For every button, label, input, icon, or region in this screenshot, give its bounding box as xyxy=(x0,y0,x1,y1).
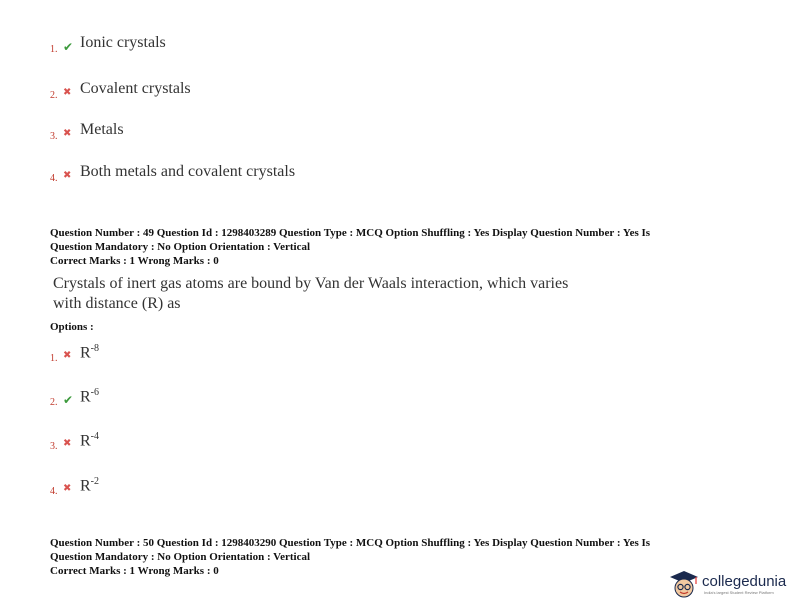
cross-icon: ✖ xyxy=(63,350,72,361)
option-text: Covalent crystals xyxy=(80,80,191,97)
question-49-meta xyxy=(50,226,650,268)
check-icon: ✔ xyxy=(63,40,74,54)
marks-line: Correct Marks : 1 Wrong Marks : 0 xyxy=(50,565,219,577)
meta-line-2: Question Mandatory : No Option Orientation : Vertical xyxy=(50,551,311,563)
question-text-line-2: with distance (R) as xyxy=(53,295,181,312)
graduate-mascot-icon xyxy=(668,568,700,600)
option-number: 2. xyxy=(50,90,58,101)
exponent: -4 xyxy=(90,431,100,442)
option-number: 3. xyxy=(50,131,58,142)
option-text: $R^{-4}$ xyxy=(80,431,100,450)
option-number: 2. xyxy=(50,397,58,408)
exponent: -2 xyxy=(90,476,100,487)
option-text: $R^{-2}$ xyxy=(80,476,100,495)
meta-line-1: Question Number : 49 Question Id : 1298403289 Question Type : MCQ Option Shuffling : Yes Display Question Number : Yes Is xyxy=(50,227,651,239)
meta-line-1: Question Number : 50 Question Id : 1298403290 Question Type : MCQ Option Shuffling : Yes Display Question Number : Yes Is xyxy=(50,537,651,549)
logo-brand: collegedunia xyxy=(702,573,787,590)
collegedunia-logo xyxy=(668,568,786,602)
option-text: $R^{-6}$ xyxy=(80,387,100,406)
check-icon: ✔ xyxy=(63,393,74,407)
marks-line: Correct Marks : 1 Wrong Marks : 0 xyxy=(50,255,219,267)
option-number: 4. xyxy=(50,486,58,497)
option-number: 1. xyxy=(50,353,58,364)
option-number: 1. xyxy=(50,44,58,55)
options-label: Options : xyxy=(50,321,94,333)
question-49-text xyxy=(53,274,568,314)
option-number: 3. xyxy=(50,441,58,452)
option-text: Ionic crystals xyxy=(80,34,166,51)
cross-icon: ✖ xyxy=(63,87,72,98)
exponent: -6 xyxy=(90,387,100,398)
cross-icon: ✖ xyxy=(63,438,72,449)
logo-tagline: India's largest Student Review Platform xyxy=(704,590,774,595)
question-50-meta xyxy=(50,536,650,578)
option-text: Both metals and covalent crystals xyxy=(80,163,296,180)
cross-icon: ✖ xyxy=(63,170,72,181)
option-text: Metals xyxy=(80,121,124,138)
option-number: 4. xyxy=(50,173,58,184)
cross-icon: ✖ xyxy=(63,483,72,494)
meta-line-2: Question Mandatory : No Option Orientation : Vertical xyxy=(50,241,311,253)
question-text-line-1: Crystals of inert gas atoms are bound by Van der Waals interaction, which varies xyxy=(53,275,569,292)
cross-icon: ✖ xyxy=(63,128,72,139)
exponent: -8 xyxy=(90,343,100,354)
option-text: $R^{-8}$ xyxy=(80,343,100,362)
